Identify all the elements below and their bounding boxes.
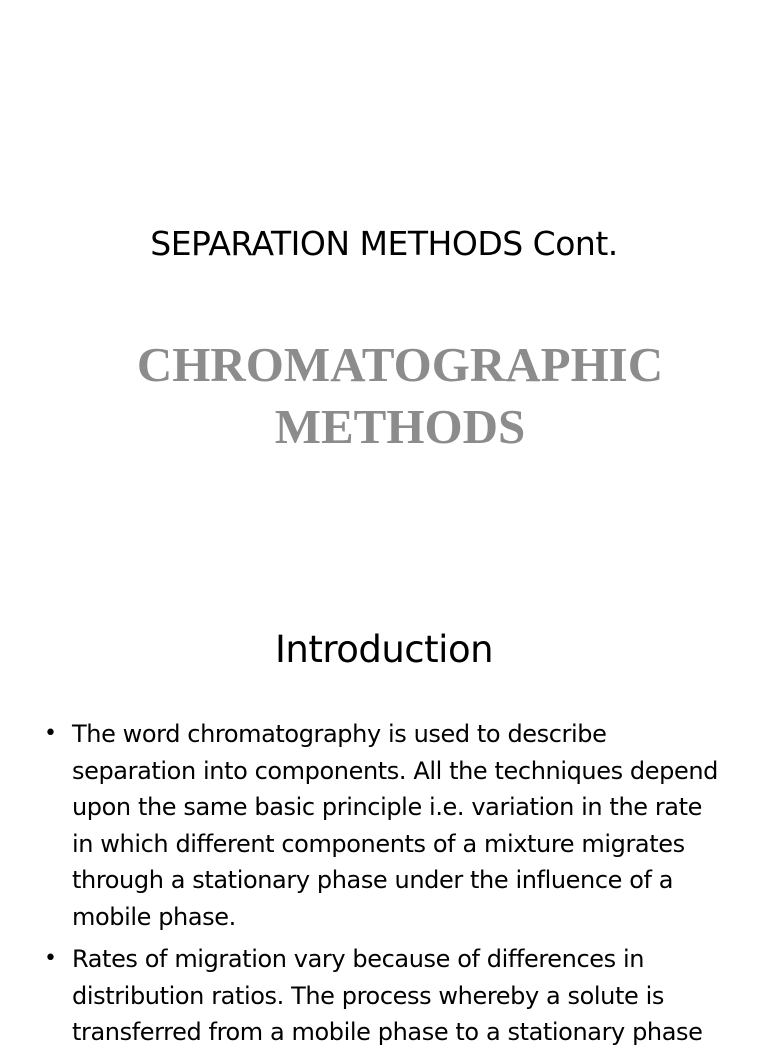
bullet-dot-icon: • [44,946,57,971]
bullet-text: Rates of migration vary because of differences in distribution ratios. The process whereby a solute is transferred from a mobile phase to a stationary phase [72,945,703,1046]
bullet-list [44,716,724,1057]
bullet-text: The word chromatography is used to describe separation into components. All the techniques depend upon the same basic principle i.e. variation in the rate in which different components of a mixture migrates through a stationary phase under the influence of a mobile phase. [72,720,718,931]
bullet-dot-icon: • [44,721,57,746]
slide-subtitle: CHROMATOGRAPHIC METHODS [136,337,664,454]
slide-title: SEPARATION METHODS Cont. [150,224,618,263]
section-heading: Introduction [274,628,494,671]
bullet-item [44,716,724,935]
bullet-item [44,941,724,1051]
